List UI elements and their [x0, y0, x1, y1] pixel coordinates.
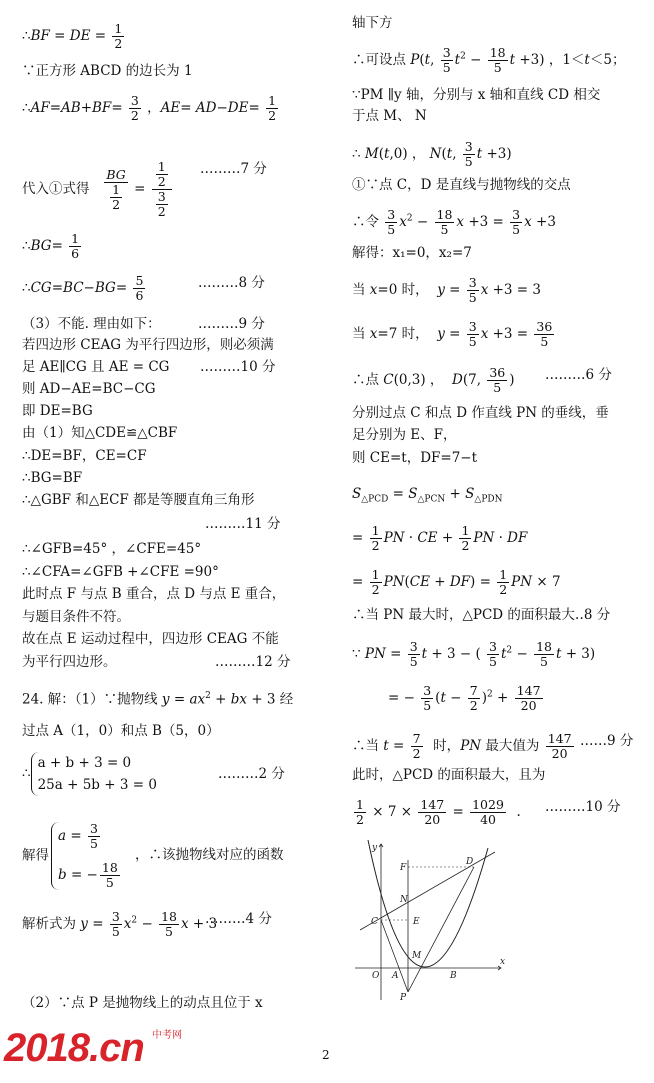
- score-6: ………6 分: [545, 367, 612, 383]
- line-pn-expr: ∵ PN = $\frac{3}{5}$ t + 3 − ( $\frac{3}{5}$ $t^2$ − $\frac{18}{5}$ t + 3): [352, 639, 596, 669]
- score-10: ………10 分: [200, 359, 276, 375]
- score-9: ………9 分: [198, 316, 265, 332]
- line-ce-df: 则 CE=t，DF=7−t: [352, 450, 478, 466]
- label-n: N: [400, 895, 408, 905]
- line-isosceles: ∴△GBF 和△ECF 都是等腰直角三角形: [22, 492, 255, 508]
- line-coincide: 此时点 F 与点 B 重合，点 D 与点 E 重合，: [22, 586, 286, 602]
- score-9b: ……9 分: [580, 733, 634, 749]
- score-2: ………2 分: [218, 766, 285, 782]
- line-conclusion-2: 为平行四边形。: [22, 654, 117, 670]
- line-let: ∴令 $\frac{3}{5}$ $x^2$ − $\frac{18}{5}$ x +3 = $\frac{3}{5}$ x +3: [352, 207, 556, 237]
- line-q24: 24. 解：（1）∵抛物线 $y = ax^2$ + bx + 3 经: [22, 691, 294, 708]
- site-logo: 2018.cn 中考网: [4, 1026, 182, 1070]
- line-mn: 于点 M、 N: [352, 108, 427, 124]
- line-conflict: 与题目条件不符。: [22, 609, 130, 625]
- line-intersection: ①∵点 C，D 是直线与抛物线的交点: [352, 177, 571, 193]
- label-p: P: [400, 993, 407, 1003]
- line-area-expand: = $\frac{1}{2}$ PN · CE + $\frac{1}{2}$ PN · DF: [352, 523, 528, 553]
- line-area-simplify: = $\frac{1}{2}$ PN(CE + DF) = $\frac{1}{2}$ PN × 7: [352, 567, 561, 597]
- line-square: ∵正方形 ABCD 的边长为 1: [22, 63, 193, 79]
- line-analytic: 解析式为 y = $\frac{3}{5}$ $x^2$ − $\frac{18}{5}$ x + 3: [22, 909, 218, 939]
- line-c-d: ∴点 C(0,3) ， D(7, $\frac{36}{5}$ ): [352, 365, 515, 395]
- line-t-value: ∴当 t = $\frac{7}{2}$ 时，PN 最大值为 $\frac{147}{20}$: [352, 731, 572, 761]
- score-8: ………8 分: [198, 275, 265, 291]
- page-number: 2: [322, 1048, 330, 1062]
- line-perp: 分别过点 C 和点 D 作直线 PN 的垂线，垂: [352, 405, 609, 421]
- line-part2: （2）∵点 P 是抛物线上的动点且位于 x: [22, 995, 263, 1011]
- parabola-figure: [350, 840, 510, 1010]
- line-below-axis: 轴下方: [352, 15, 393, 31]
- label-a: A: [392, 971, 399, 981]
- label-x: x: [500, 957, 506, 967]
- solution-system: 解得 a = $\frac{3}{5}$ b = − $\frac{18}{5}$: [22, 822, 122, 890]
- line-m-n-coords: ∴ M(t,0) ， N(t, $\frac{3}{5}$ t +3): [352, 139, 512, 169]
- label-y: y: [372, 843, 378, 853]
- line-de-bg: 即 DE=BG: [22, 403, 93, 419]
- line-angle-sum: ∴∠CFA=∠GFB +∠CFE =90°: [22, 564, 219, 580]
- score-11: ………11 分: [205, 516, 281, 532]
- line-parallelogram: 若四边形 CEAG 为平行四边形，则必须满: [22, 337, 274, 353]
- line-part3: （3）不能. 理由如下：: [22, 316, 161, 332]
- line-bg-bf: ∴BG=BF: [22, 470, 83, 486]
- label-d: D: [466, 857, 474, 867]
- score-12: ………12 分: [215, 654, 291, 670]
- score-4: ………4 分: [205, 911, 272, 927]
- line-substitute: 代入①式得 $\frac{BG}{\frac{1}{2}}$ = $\frac{\frac{1}{2}}{\frac{3}{2}}$: [22, 160, 174, 219]
- equation-system: ∴ a + b + 3 = 0 25a + 5b + 3 = 0: [22, 752, 157, 796]
- line-conclusion: 故在点 E 运动过程中，四边形 CEAG 不能: [22, 631, 279, 647]
- score-7: ………7 分: [200, 161, 267, 177]
- label-o: O: [372, 971, 380, 981]
- line-ad-ae: 则 AD−AE=BC−CG: [22, 381, 156, 397]
- line-de-bf: ∴DE=BF，CE=CF: [22, 448, 147, 464]
- line-pm: ∵PM ∥y 轴，分别与 x 轴和直线 CD 相交: [352, 87, 601, 103]
- label-e: E: [413, 917, 420, 927]
- line-bf-de: ∴BF = DE = $\frac{1}{2}$: [22, 21, 123, 51]
- line-ae-cg: 足 AE∥CG 且 AE = CG: [22, 359, 170, 375]
- line-x0: 当 x=0 时， y = $\frac{3}{5}$ x +3 = 3: [352, 275, 542, 305]
- label-c: C: [371, 917, 378, 927]
- label-m: M: [412, 951, 422, 961]
- line-solve: 解得：x₁=0，x₂=7: [352, 245, 472, 261]
- line-max-area: 此时，△PCD 的面积最大，且为: [352, 767, 546, 783]
- line-congruent: 由（1）知△CDE≌△CBF: [22, 425, 178, 441]
- line-cg: ∴CG=BC−BG= $\frac{5}{6}$: [22, 273, 144, 303]
- label-f: F: [400, 863, 407, 873]
- line-angles: ∴∠GFB=45° ，∠CFE=45°: [22, 541, 202, 557]
- line-points-ab: 过点 A（1，0）和点 B（5，0）: [22, 723, 220, 739]
- label-b: B: [450, 971, 457, 981]
- line-feet: 足分别为 E、F，: [352, 427, 457, 443]
- line-bg: ∴BG= $\frac{1}{6}$: [22, 231, 80, 261]
- line-pn-vertex: = − $\frac{3}{5}$ (t − $\frac{7}{2}$ )$^2$ + $\frac{147}{20}$: [388, 683, 541, 713]
- line-area-value: $\frac{1}{2}$ × 7 × $\frac{147}{20}$ = $\frac{1029}{40}$ .: [356, 797, 521, 827]
- line-af-ae: ∴AF=AB+BF= $\frac{3}{2}$ ，AE= AD−DE= $\frac{1}{2}$: [22, 93, 277, 123]
- line-pn-max: ∴当 PN 最大时，△PCD 的面积最大‥8 分: [352, 607, 611, 623]
- line-area-sum: $S_{\triangle PCD} = S_{\triangle PCN} + S_{\triangle PDN}$: [352, 486, 503, 505]
- score-10b: ………10 分: [545, 799, 621, 815]
- line-set-p: ∴可设点 P(t, $\frac{3}{5}$ $t^2$ − $\frac{18}{5}$ t +3) ，1＜t＜5；: [352, 45, 626, 75]
- line-function-text: ，∴该抛物线对应的函数: [135, 847, 284, 863]
- line-x7: 当 x=7 时， y = $\frac{3}{5}$ x +3 = $\frac{36}{5}$: [352, 319, 553, 349]
